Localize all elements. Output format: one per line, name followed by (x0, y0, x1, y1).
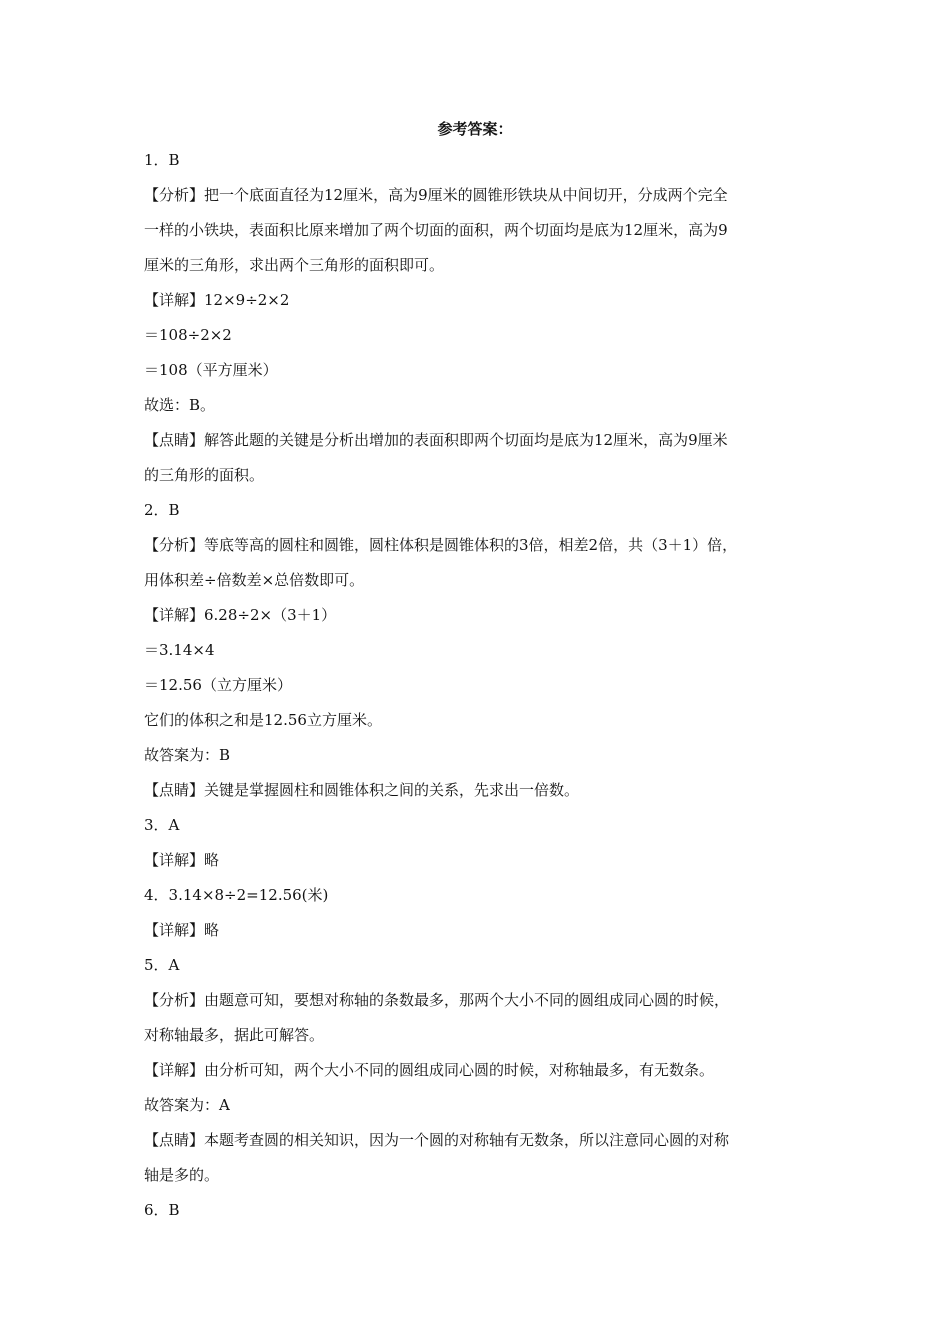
answer-line: 厘米的三角形，求出两个三角形的面积即可。 (144, 256, 445, 274)
answer-line: 【分析】把一个底面直径为12厘米，高为9厘米的圆锥形铁块从中间切开，分成两个完全 (144, 186, 728, 204)
answer-line: 【分析】等底等高的圆柱和圆锥，圆柱体积是圆锥体积的3倍，相差2倍，共（3＋1）倍， (144, 536, 738, 554)
answer-line: 的三角形的面积。 (144, 466, 265, 484)
answer-line: 【详解】6.28÷2×（3＋1） (144, 606, 337, 624)
page-title: 参考答案： (437, 120, 513, 138)
answer-line: 故答案为：A (144, 1096, 230, 1114)
answer-line: 一样的小铁块，表面积比原来增加了两个切面的面积，两个切面均是底为12厘米，高为9 (144, 221, 728, 239)
answer-line: 【点睛】解答此题的关键是分析出增加的表面积即两个切面均是底为12厘米，高为9厘米 (144, 431, 728, 449)
answer-line: 【详解】略 (144, 921, 220, 939)
answer-line: 6．B (144, 1201, 180, 1219)
answer-line: 对称轴最多，据此可解答。 (144, 1026, 325, 1044)
answer-line: 【详解】由分析可知，两个大小不同的圆组成同心圆的时候，对称轴最多，有无数条。 (144, 1061, 715, 1079)
answer-line: ＝108÷2×2 (144, 326, 232, 344)
answer-line: 【分析】由题意可知，要想对称轴的条数最多，那两个大小不同的圆组成同心圆的时候， (144, 991, 730, 1009)
answer-line: 【点睛】关键是掌握圆柱和圆锥体积之间的关系，先求出一倍数。 (144, 781, 580, 799)
answer-line: 它们的体积之和是12.56立方厘米。 (144, 711, 382, 729)
answer-line: 1．B (144, 151, 180, 169)
answer-line: 3．A (144, 816, 180, 834)
answer-line: 【详解】略 (144, 851, 220, 869)
answer-line: ＝3.14×4 (144, 641, 215, 659)
answer-line: ＝108（平方厘米） (144, 361, 278, 379)
answer-line: ＝12.56（立方厘米） (144, 676, 292, 694)
answer-line: 用体积差÷倍数差×总倍数即可。 (144, 571, 365, 589)
answer-line: 故选：B。 (144, 396, 216, 414)
answer-line: 【详解】12×9÷2×2 (144, 291, 290, 309)
answer-content (144, 143, 812, 1228)
answer-line: 2．B (144, 501, 180, 519)
answer-line: 轴是多的。 (144, 1166, 220, 1184)
answer-line: 5．A (144, 956, 180, 974)
answer-line: 4．3.14×8÷2=12.56(米) (144, 886, 329, 904)
answer-line: 【点睛】本题考查圆的相关知识，因为一个圆的对称轴有无数条，所以注意同心圆的对称 (144, 1131, 730, 1149)
answer-line: 故答案为：B (144, 746, 231, 764)
